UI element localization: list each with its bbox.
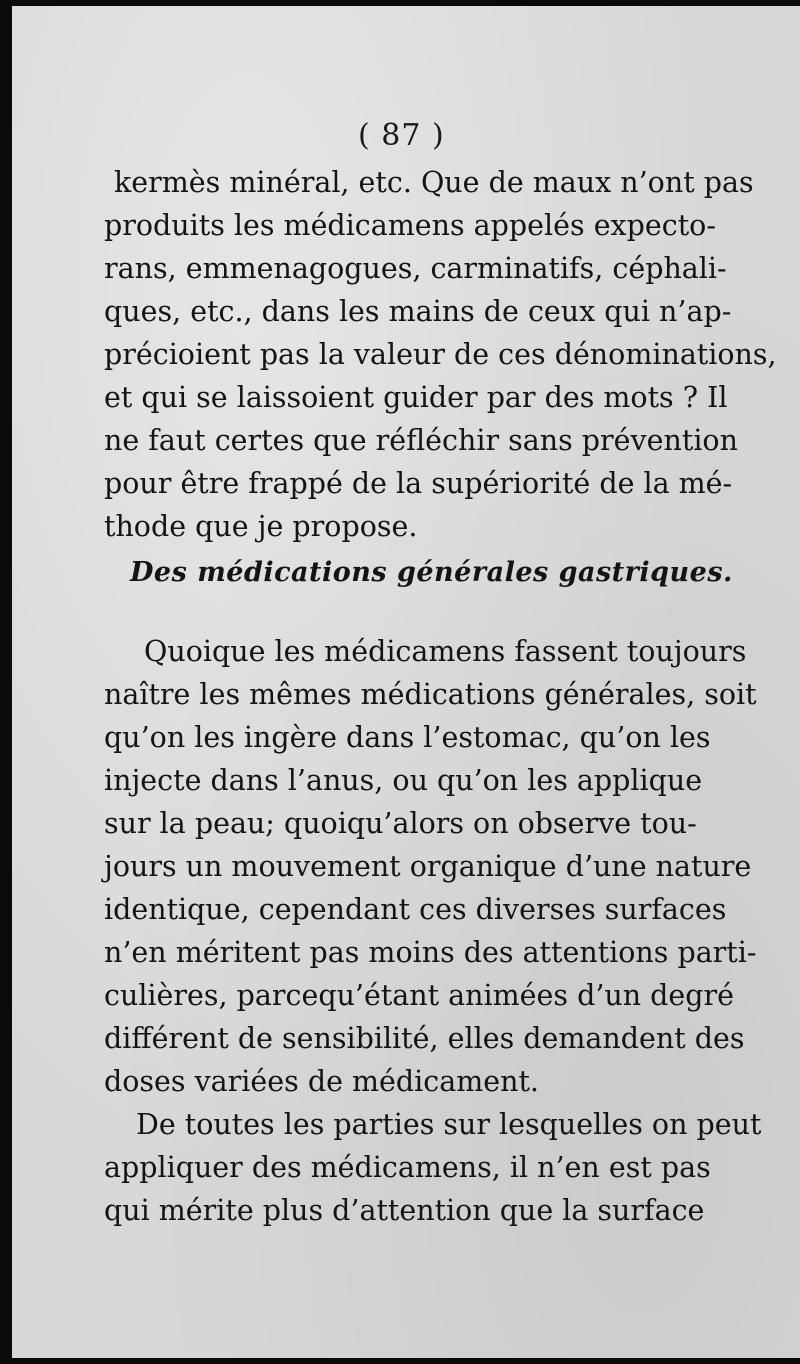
text-line: Quoique les médicamens fassent toujours [144, 635, 747, 668]
text-line: ques, etc., dans les mains de ceux qui n’ap- [104, 295, 732, 328]
text-line: De toutes les parties sur lesquelles on peut [136, 1108, 762, 1141]
text-line: doses variées de médicament. [104, 1065, 539, 1098]
text-line: naître les mêmes médications générales, soit [104, 678, 757, 711]
text-line: et qui se laissoient guider par des mots ? Il [104, 381, 728, 414]
text-line: différent de sensibilité, elles demandent des [104, 1022, 745, 1055]
text-line: pour être frappé de la supériorité de la mé- [104, 467, 733, 500]
section-heading: Des médications générales gastriques. [130, 557, 733, 588]
text-line: précioient pas la valeur de ces dénominations, [104, 338, 777, 371]
text-line: injecte dans l’anus, ou qu’on les applique [104, 764, 703, 797]
page-number: ( 87 ) [358, 118, 445, 153]
text-line: ne faut certes que réfléchir sans prévention [104, 424, 738, 457]
text-line: qui mérite plus d’attention que la surface [104, 1194, 705, 1227]
text-line: appliquer des médicamens, il n’en est pas [104, 1151, 711, 1184]
text-line: kermès minéral, etc. Que de maux n’ont pas [114, 166, 754, 199]
text-line: identique, cependant ces diverses surfaces [104, 893, 727, 926]
text-line: sur la peau; quoiqu’alors on observe tou- [104, 807, 697, 840]
text-line: culières, parcequ’étant animées d’un degré [104, 979, 734, 1012]
text-line: produits les médicamens appelés expecto- [104, 209, 716, 242]
text-line: thode que je propose. [104, 510, 418, 543]
text-line: n’en méritent pas moins des attentions parti- [104, 936, 757, 969]
text-line: jours un mouvement organique d’une nature [104, 850, 752, 883]
text-line: rans, emmenagogues, carminatifs, céphali- [104, 252, 727, 285]
book-page [12, 6, 800, 1358]
text-line: qu’on les ingère dans l’estomac, qu’on les [104, 721, 711, 754]
